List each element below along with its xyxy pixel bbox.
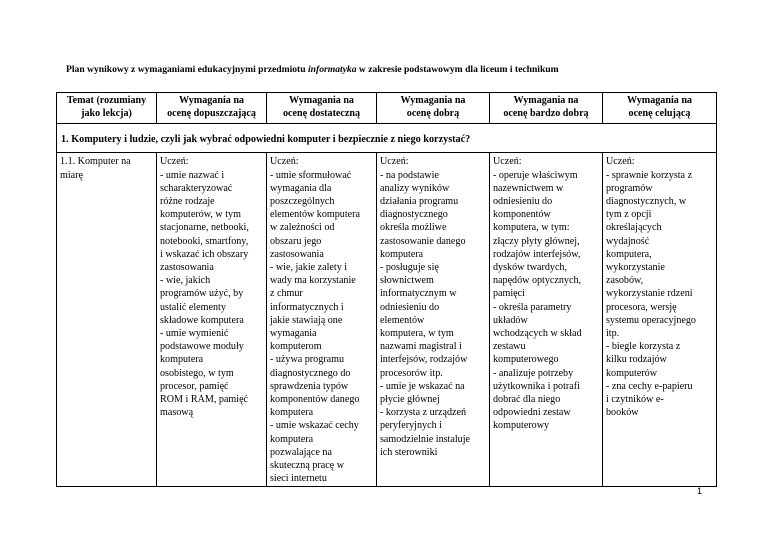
text-line: - umie je wskazać na [380,380,465,392]
text-line: - na podstawie [380,169,439,181]
header-grade-4 [377,93,490,124]
text-line: komputera [270,407,314,419]
text-line: - zna cechy e-papieru [606,380,693,392]
text-line: nazwami magistral i [380,341,462,353]
text-line: miarę [60,169,83,181]
text-line: - operuje właściwym [493,169,578,181]
text-line: użytkownika i potrafi [493,380,580,392]
text-line: Uczeń: [160,156,189,168]
text-line: elementów komputera [270,209,360,221]
text-line: komputerów [606,367,658,379]
text-line: - biegle korzysta z [606,341,681,353]
text-line: sieci internetu [270,473,327,485]
text-line: określających [606,222,662,234]
text-line: Wymagania na [513,95,579,106]
text-line: dysków twardych, [493,262,568,274]
text-line: wykorzystanie [606,262,665,274]
text-line: ocenę dobrą [406,107,460,119]
text-line: ocenę dostateczną [282,107,361,119]
header-grade-2 [157,93,267,124]
text-line: odniesieniu do [380,301,440,313]
text-line: słownictwem [380,275,434,287]
text-line: wchodzących w skład [493,328,582,340]
text-line: komputera [160,354,204,366]
topic-cell [57,153,157,487]
text-line: interfejsów, rodzajów [380,354,468,366]
text-line: ROM i RAM, pamięć [160,394,249,406]
text-line: jako lekcja) [81,107,132,119]
text-line: - określa parametry [493,301,572,313]
page-number: 1 [697,486,703,496]
text-line: poszczególnych [270,196,335,207]
text-line: wady ma korzystanie [270,275,356,287]
text-line: Uczeń: [380,156,409,168]
text-line: notebooki, smartfony, [160,235,249,247]
text-line: ocenę celującą [628,107,691,119]
text-line: układów [493,314,528,326]
text-line: procesorów itp. [380,367,443,379]
text-line: napędów optycznych, [493,275,582,287]
text-line: diagnostycznych, w [606,196,687,207]
text-line: składowe komputera [160,314,244,326]
text-line: analizy wyników [380,182,450,194]
text-line: komputerowy [493,420,550,432]
text-line: komputera [270,433,314,445]
text-line: kilku rodzajów [606,354,667,366]
text-line: - umie sformułować [270,169,352,181]
text-line: - sprawnie korzysta z [606,169,693,181]
text-line: procesora, wersję [606,301,677,313]
text-line: programów użyć, by [160,288,244,300]
text-line: podstawowe moduły [160,341,244,353]
text-line: ocenę dopuszczającą [167,107,256,119]
text-line: odniesieniu do [493,196,553,207]
text-line: sprawdzenia typów [270,380,349,392]
requirements-grade-2 [157,153,267,487]
text-line: Uczeń: [270,156,299,168]
text-line: Wymagania na [179,95,244,106]
text-line: - umie wymienić [160,328,229,340]
text-line: obszaru jego [270,235,322,247]
text-line: określa możliwe [380,222,447,234]
text-line: - korzysta z urządzeń [380,407,467,419]
text-line: Wymagania na [289,95,354,106]
text-line: wydajność [606,235,650,247]
text-line: komputera, w tym [380,328,454,340]
text-line: systemu operacyjnego [606,314,696,326]
text-line: - umie nazwać i [160,169,225,181]
text-line: masową [160,407,194,419]
section-title: 1. Komputery i ludzie, czyli jak wybrać odpowiedni komputer i bezpiecznie z niego korzystać? [57,124,717,153]
text-line: w zależności od [270,222,335,234]
text-line: ocenę bardzo dobrą [503,107,589,119]
text-line: - wie, jakich [160,275,211,287]
text-line: Temat (rozumiany [66,95,147,106]
text-line: stacjonarne, netbooki, [160,222,249,234]
title-subject: informatyka [308,64,357,75]
header-grade-6 [603,93,717,124]
text-line: pozwalające na [270,446,332,458]
text-line: rodzajów interfejsów, [493,248,581,260]
text-line: - posługuje się [380,262,439,274]
text-line: ustalić elementy [160,301,226,313]
title-text-end: w zakresie podstawowym dla liceum i technikum [356,64,559,75]
text-line: wymagania dla [270,182,332,194]
text-line: płycie głównej [380,394,440,406]
text-line: peryferyjnych i [380,420,442,432]
text-line: informatycznym w [380,288,457,300]
requirements-grade-5 [490,153,603,487]
text-line: komputerów, w tym [160,209,241,221]
header-grade-3 [267,93,377,124]
text-line: itp. [606,328,620,340]
text-line: odpowiedni zestaw [493,407,571,419]
section-row [57,124,717,153]
topic-row [57,153,717,487]
text-line: 1.1. Komputer na [60,156,131,168]
text-line: komputerom [270,341,322,353]
text-line: wymagania [270,328,317,340]
text-line: złączy płyty głównej, [493,235,580,247]
text-line: Wymagania na [400,95,466,106]
text-line: komponentów [493,209,551,221]
header-topic [57,93,157,124]
text-line: zastosowania [270,248,324,260]
text-line: tym z opcji [606,209,652,221]
text-line: komputera, w tym: [493,222,570,234]
requirements-table [56,92,717,487]
text-line: - umie wskazać cechy [270,420,359,432]
text-line: scharakteryzować [160,182,233,194]
text-line: różne rodzaje [160,196,215,207]
text-line: komputera, [606,248,652,260]
requirements-grade-4 [377,153,490,487]
text-line: zastosowania [160,262,214,274]
text-line: skuteczną pracę w [270,460,344,472]
text-line: - wie, jakie zalety i [270,262,348,274]
text-line: dobrać dla niego [493,394,561,406]
text-line: wykorzystanie rdzeni [606,288,693,300]
text-line: booków [606,407,639,419]
text-line: nazewnictwem w [493,182,564,194]
text-line: działania programu [380,196,459,207]
text-line: Wymagania na [627,95,692,106]
header-row [57,93,717,124]
text-line: komponentów danego [270,394,360,406]
title-text-start: Plan wynikowy z wymaganiami edukacyjnymi przedmiotu [66,64,308,75]
text-line: zastosowanie danego [380,235,466,247]
text-line: komputera [380,248,424,260]
text-line: - analizuje potrzeby [493,367,574,379]
text-line: komputerowego [493,354,559,366]
text-line: procesor, pamięć [160,380,229,392]
text-line: z chmur [270,288,303,300]
text-line: zasobów, [606,275,644,287]
requirements-grade-6 [603,153,717,487]
text-line: - używa programu [270,354,344,366]
text-line: i czytników e- [606,394,664,406]
text-line: elementów [380,314,425,326]
document-title [66,64,746,75]
text-line: diagnostycznego [380,209,448,221]
text-line: ich sterowniki [380,446,438,458]
text-line: Uczeń: [606,156,635,168]
requirements-grade-3 [267,153,377,487]
text-line: i wskazać ich obszary [160,248,249,260]
text-line: programów [606,182,653,194]
text-line: diagnostycznego do [270,367,351,379]
text-line: jakie stawiają one [270,314,343,326]
text-line: pamięci [493,288,525,300]
text-line: Uczeń: [493,156,522,168]
text-line: samodzielnie instaluje [380,433,470,445]
text-line: zestawu [493,341,526,353]
text-line: osobistego, w tym [160,367,234,379]
text-line: informatycznych i [270,301,344,313]
header-grade-5 [490,93,603,124]
